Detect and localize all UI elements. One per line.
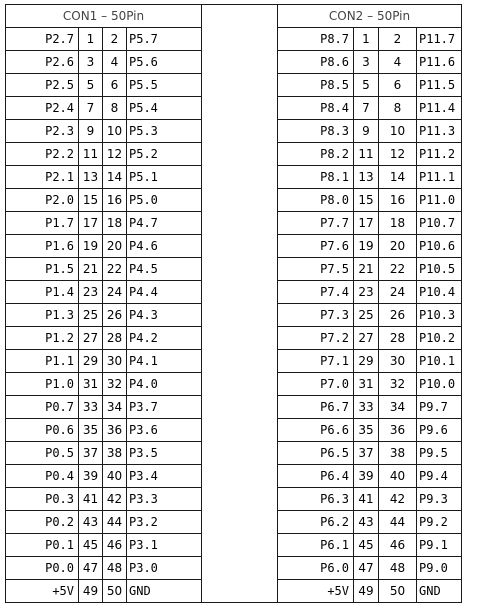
con1-pin-even: 26 [103, 304, 127, 327]
con2-signal-left: P6.1 [278, 534, 354, 557]
con1-signal-left: P1.1 [6, 350, 79, 373]
con2-signal-right: GND [417, 580, 462, 603]
con2-signal-right: P9.1 [417, 534, 462, 557]
con1-signal-right: P5.2 [127, 143, 202, 166]
con2-pin-even: 4 [379, 51, 417, 74]
con2-signal-left: P7.3 [278, 304, 354, 327]
con1-pin-even: 28 [103, 327, 127, 350]
con1-pin-odd: 15 [79, 189, 103, 212]
con2-pin-odd: 9 [354, 120, 379, 143]
con1-signal-right: P5.3 [127, 120, 202, 143]
con2-signal-left: P6.6 [278, 419, 354, 442]
con2-pin-odd: 33 [354, 396, 379, 419]
con2-signal-right: P11.0 [417, 189, 462, 212]
con1-pin-even: 18 [103, 212, 127, 235]
con1-pin-even: 4 [103, 51, 127, 74]
con1-signal-right: P3.4 [127, 465, 202, 488]
con2-signal-left: P7.7 [278, 212, 354, 235]
con2-signal-left: P8.7 [278, 28, 354, 51]
con2-pin-even: 6 [379, 74, 417, 97]
con2-pin-odd: 43 [354, 511, 379, 534]
con2-signal-left: P7.0 [278, 373, 354, 396]
con1-signal-left: P0.3 [6, 488, 79, 511]
con2-signal-right: P9.0 [417, 557, 462, 580]
con1-signal-left: P2.5 [6, 74, 79, 97]
con1-signal-left: P0.0 [6, 557, 79, 580]
header-row [6, 5, 462, 28]
con1-signal-left: P2.7 [6, 28, 79, 51]
con1-signal-right: P4.0 [127, 373, 202, 396]
con2-pin-odd: 35 [354, 419, 379, 442]
con1-pin-odd: 47 [79, 557, 103, 580]
con2-signal-right: P10.5 [417, 258, 462, 281]
con2-signal-right: P9.4 [417, 465, 462, 488]
con2-signal-right: P11.1 [417, 166, 462, 189]
con2-signal-right: P10.2 [417, 327, 462, 350]
con1-signal-left: P1.4 [6, 281, 79, 304]
con2-signal-left: P8.6 [278, 51, 354, 74]
con1-pin-even: 6 [103, 74, 127, 97]
con2-pin-even: 20 [379, 235, 417, 258]
con1-pin-odd: 41 [79, 488, 103, 511]
con1-pin-even: 10 [103, 120, 127, 143]
con1-pin-even: 16 [103, 189, 127, 212]
con1-signal-right: P4.2 [127, 327, 202, 350]
con1-pin-odd: 3 [79, 51, 103, 74]
con2-signal-right: P10.3 [417, 304, 462, 327]
con1-pin-odd: 11 [79, 143, 103, 166]
con1-title: CON1 – 50Pin [6, 5, 202, 28]
pinout-table [5, 4, 462, 603]
con2-pin-odd: 15 [354, 189, 379, 212]
con1-pin-odd: 33 [79, 396, 103, 419]
con2-pin-odd: 39 [354, 465, 379, 488]
con1-pin-even: 38 [103, 442, 127, 465]
con2-pin-even: 16 [379, 189, 417, 212]
con1-pin-odd: 19 [79, 235, 103, 258]
con1-signal-left: P2.2 [6, 143, 79, 166]
con2-pin-even: 50 [379, 580, 417, 603]
con2-pin-odd: 3 [354, 51, 379, 74]
con1-signal-right: P3.0 [127, 557, 202, 580]
con1-signal-left: P1.3 [6, 304, 79, 327]
con2-pin-odd: 47 [354, 557, 379, 580]
con2-signal-left: P8.5 [278, 74, 354, 97]
con1-signal-left: P2.6 [6, 51, 79, 74]
con2-pin-odd: 31 [354, 373, 379, 396]
con2-signal-right: P11.7 [417, 28, 462, 51]
con2-pin-odd: 37 [354, 442, 379, 465]
con1-pin-even: 2 [103, 28, 127, 51]
con1-signal-right: P5.5 [127, 74, 202, 97]
con2-signal-left: P8.1 [278, 166, 354, 189]
con1-pin-odd: 29 [79, 350, 103, 373]
con1-signal-right: P5.4 [127, 97, 202, 120]
con1-signal-left: P0.6 [6, 419, 79, 442]
con1-signal-right: P4.3 [127, 304, 202, 327]
con1-pin-odd: 31 [79, 373, 103, 396]
con2-pin-even: 40 [379, 465, 417, 488]
con2-signal-left: P6.5 [278, 442, 354, 465]
con1-signal-left: P1.7 [6, 212, 79, 235]
con1-signal-right: GND [127, 580, 202, 603]
con2-pin-even: 28 [379, 327, 417, 350]
con1-pin-odd: 25 [79, 304, 103, 327]
con2-signal-left: P7.2 [278, 327, 354, 350]
con1-pin-odd: 35 [79, 419, 103, 442]
con1-pin-even: 12 [103, 143, 127, 166]
con2-pin-even: 12 [379, 143, 417, 166]
con1-signal-right: P5.6 [127, 51, 202, 74]
con1-pin-odd: 7 [79, 97, 103, 120]
con2-pin-even: 24 [379, 281, 417, 304]
con2-pin-even: 10 [379, 120, 417, 143]
con2-pin-odd: 13 [354, 166, 379, 189]
con2-pin-odd: 29 [354, 350, 379, 373]
con2-signal-left: P6.4 [278, 465, 354, 488]
con2-pin-odd: 19 [354, 235, 379, 258]
con2-signal-left: P6.3 [278, 488, 354, 511]
con1-pin-odd: 5 [79, 74, 103, 97]
con1-signal-right: P4.4 [127, 281, 202, 304]
con1-signal-left: P1.6 [6, 235, 79, 258]
con2-pin-odd: 21 [354, 258, 379, 281]
con1-pin-odd: 45 [79, 534, 103, 557]
con1-pin-even: 30 [103, 350, 127, 373]
con2-signal-left: P6.2 [278, 511, 354, 534]
con1-signal-left: P1.0 [6, 373, 79, 396]
con2-signal-left: P6.7 [278, 396, 354, 419]
con1-signal-right: P4.7 [127, 212, 202, 235]
con2-signal-right: P9.6 [417, 419, 462, 442]
con2-pin-odd: 25 [354, 304, 379, 327]
con2-pin-even: 30 [379, 350, 417, 373]
con1-pin-even: 36 [103, 419, 127, 442]
con2-signal-right: P11.4 [417, 97, 462, 120]
con1-pin-even: 46 [103, 534, 127, 557]
con2-signal-right: P9.3 [417, 488, 462, 511]
con1-pin-odd: 37 [79, 442, 103, 465]
con1-pin-even: 40 [103, 465, 127, 488]
con1-signal-right: P3.3 [127, 488, 202, 511]
con1-pin-odd: 9 [79, 120, 103, 143]
con2-pin-even: 44 [379, 511, 417, 534]
con2-signal-left: P7.1 [278, 350, 354, 373]
con1-signal-left: +5V [6, 580, 79, 603]
con1-pin-odd: 21 [79, 258, 103, 281]
con1-signal-right: P5.1 [127, 166, 202, 189]
con1-signal-left: P2.1 [6, 166, 79, 189]
con1-pin-even: 42 [103, 488, 127, 511]
pinout-document [5, 4, 462, 603]
con2-pin-odd: 5 [354, 74, 379, 97]
con2-pin-odd: 41 [354, 488, 379, 511]
con2-signal-left: P8.4 [278, 97, 354, 120]
con1-pin-even: 50 [103, 580, 127, 603]
con2-signal-right: P9.7 [417, 396, 462, 419]
con1-signal-right: P3.2 [127, 511, 202, 534]
con2-signal-right: P10.0 [417, 373, 462, 396]
con1-signal-right: P3.7 [127, 396, 202, 419]
con1-signal-left: P0.2 [6, 511, 79, 534]
con1-pin-even: 34 [103, 396, 127, 419]
con1-pin-odd: 1 [79, 28, 103, 51]
con1-signal-left: P1.5 [6, 258, 79, 281]
con1-pin-odd: 49 [79, 580, 103, 603]
con2-signal-right: P10.4 [417, 281, 462, 304]
con2-signal-left: P8.2 [278, 143, 354, 166]
con1-signal-left: P0.7 [6, 396, 79, 419]
con1-signal-right: P5.0 [127, 189, 202, 212]
con1-signal-left: P2.3 [6, 120, 79, 143]
con1-pin-even: 22 [103, 258, 127, 281]
con2-pin-even: 38 [379, 442, 417, 465]
con2-signal-right: P10.1 [417, 350, 462, 373]
con2-pin-even: 34 [379, 396, 417, 419]
con1-signal-right: P4.6 [127, 235, 202, 258]
con2-pin-even: 48 [379, 557, 417, 580]
con1-pin-odd: 23 [79, 281, 103, 304]
con2-pin-even: 36 [379, 419, 417, 442]
con1-signal-right: P4.5 [127, 258, 202, 281]
con2-pin-even: 46 [379, 534, 417, 557]
con2-pin-even: 18 [379, 212, 417, 235]
con1-pin-even: 32 [103, 373, 127, 396]
con1-signal-left: P2.4 [6, 97, 79, 120]
con2-pin-odd: 11 [354, 143, 379, 166]
con2-pin-even: 26 [379, 304, 417, 327]
con2-pin-odd: 45 [354, 534, 379, 557]
con2-signal-left: P8.3 [278, 120, 354, 143]
con1-pin-even: 24 [103, 281, 127, 304]
con2-pin-odd: 7 [354, 97, 379, 120]
con2-signal-left: P7.4 [278, 281, 354, 304]
con1-signal-right: P3.5 [127, 442, 202, 465]
con1-signal-right: P3.1 [127, 534, 202, 557]
column-gap [202, 5, 278, 603]
con2-pin-even: 14 [379, 166, 417, 189]
con2-signal-right: P11.5 [417, 74, 462, 97]
con1-signal-left: P0.4 [6, 465, 79, 488]
con1-signal-left: P0.5 [6, 442, 79, 465]
con1-pin-odd: 13 [79, 166, 103, 189]
con1-pin-even: 20 [103, 235, 127, 258]
con1-signal-left: P2.0 [6, 189, 79, 212]
con2-pin-odd: 23 [354, 281, 379, 304]
con2-signal-right: P11.6 [417, 51, 462, 74]
con2-pin-even: 32 [379, 373, 417, 396]
con1-pin-even: 14 [103, 166, 127, 189]
con2-pin-even: 2 [379, 28, 417, 51]
con1-pin-even: 44 [103, 511, 127, 534]
con1-signal-right: P4.1 [127, 350, 202, 373]
con2-signal-right: P10.6 [417, 235, 462, 258]
con1-signal-right: P3.6 [127, 419, 202, 442]
con1-pin-odd: 17 [79, 212, 103, 235]
con2-signal-right: P10.7 [417, 212, 462, 235]
con1-pin-even: 48 [103, 557, 127, 580]
con2-pin-even: 42 [379, 488, 417, 511]
con2-signal-left: P8.0 [278, 189, 354, 212]
con2-signal-left: P7.5 [278, 258, 354, 281]
con1-signal-left: P0.1 [6, 534, 79, 557]
con2-signal-left: P7.6 [278, 235, 354, 258]
con2-pin-even: 22 [379, 258, 417, 281]
con2-pin-odd: 17 [354, 212, 379, 235]
con2-signal-left: P6.0 [278, 557, 354, 580]
con2-pin-odd: 27 [354, 327, 379, 350]
con1-signal-left: P1.2 [6, 327, 79, 350]
con1-pin-odd: 27 [79, 327, 103, 350]
con1-signal-right: P5.7 [127, 28, 202, 51]
con1-pin-odd: 39 [79, 465, 103, 488]
con2-signal-right: P9.2 [417, 511, 462, 534]
con1-pin-odd: 43 [79, 511, 103, 534]
con2-title: CON2 – 50Pin [278, 5, 462, 28]
con2-pin-even: 8 [379, 97, 417, 120]
con2-signal-right: P11.2 [417, 143, 462, 166]
con1-pin-even: 8 [103, 97, 127, 120]
con2-pin-odd: 49 [354, 580, 379, 603]
con2-signal-right: P9.5 [417, 442, 462, 465]
con2-pin-odd: 1 [354, 28, 379, 51]
con2-signal-left: +5V [278, 580, 354, 603]
con2-signal-right: P11.3 [417, 120, 462, 143]
